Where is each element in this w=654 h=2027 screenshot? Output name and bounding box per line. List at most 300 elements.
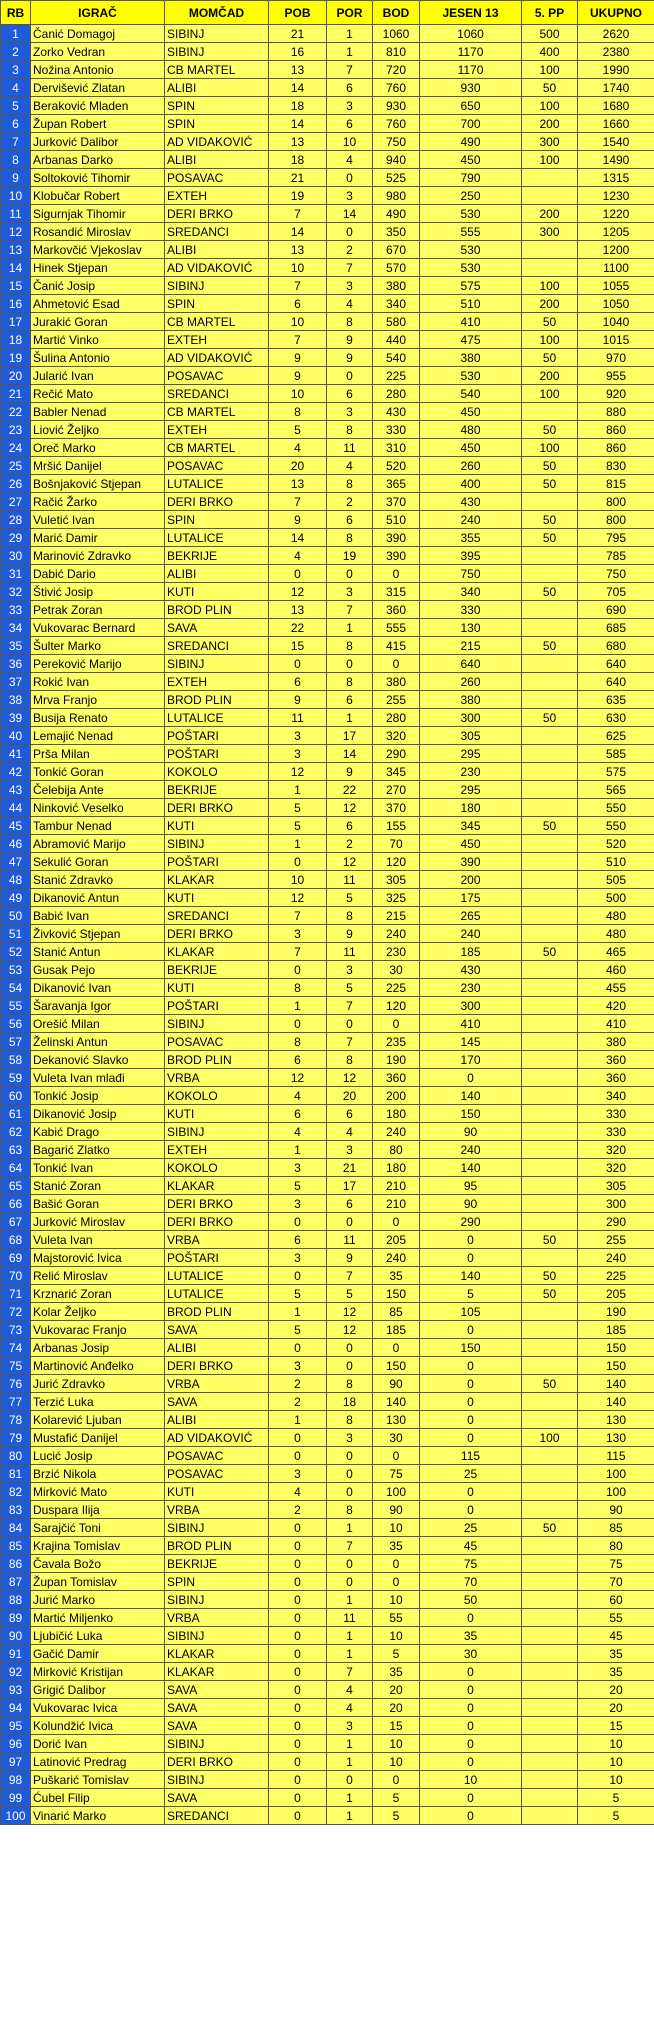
team-cell: POŠTARI xyxy=(165,853,269,871)
total-cell: 5 xyxy=(578,1807,654,1825)
wins-cell: 2 xyxy=(269,1375,327,1393)
table-row xyxy=(1,331,654,349)
total-cell: 2620 xyxy=(578,25,654,43)
table-row xyxy=(1,97,654,115)
autumn-cell: 140 xyxy=(420,1267,522,1285)
wins-cell: 0 xyxy=(269,565,327,583)
team-cell: SPIN xyxy=(165,511,269,529)
wins-cell: 0 xyxy=(269,1591,327,1609)
autumn-cell: 0 xyxy=(420,1069,522,1087)
autumn-cell: 0 xyxy=(420,1321,522,1339)
autumn-cell: 130 xyxy=(420,619,522,637)
table-row xyxy=(1,997,654,1015)
table-row xyxy=(1,817,654,835)
table-row xyxy=(1,1303,654,1321)
header-pp: 5. PP xyxy=(522,1,578,25)
table-row xyxy=(1,1177,654,1195)
points-cell: 0 xyxy=(373,655,420,673)
points-cell: 290 xyxy=(373,745,420,763)
autumn-cell: 790 xyxy=(420,169,522,187)
team-cell: SAVA xyxy=(165,619,269,637)
table-row xyxy=(1,1483,654,1501)
losses-cell: 6 xyxy=(327,79,373,97)
player-cell: Vinarić Marko xyxy=(31,1807,165,1825)
points-cell: 0 xyxy=(373,1555,420,1573)
total-cell: 20 xyxy=(578,1681,654,1699)
autumn-cell: 25 xyxy=(420,1465,522,1483)
wins-cell: 5 xyxy=(269,817,327,835)
rank-cell: 76 xyxy=(1,1375,31,1393)
table-row xyxy=(1,1771,654,1789)
table-row xyxy=(1,961,654,979)
points-cell: 155 xyxy=(373,817,420,835)
player-cell: Soltoković Tihomir xyxy=(31,169,165,187)
rank-cell: 24 xyxy=(1,439,31,457)
player-cell: Puškarić Tomislav xyxy=(31,1771,165,1789)
pp-cell xyxy=(522,1771,578,1789)
points-cell: 55 xyxy=(373,1609,420,1627)
total-cell: 785 xyxy=(578,547,654,565)
losses-cell: 3 xyxy=(327,961,373,979)
losses-cell: 0 xyxy=(327,223,373,241)
rank-cell: 87 xyxy=(1,1573,31,1591)
pp-cell xyxy=(522,907,578,925)
rank-cell: 35 xyxy=(1,637,31,655)
points-cell: 230 xyxy=(373,943,420,961)
autumn-cell: 295 xyxy=(420,781,522,799)
team-cell: KUTI xyxy=(165,1483,269,1501)
player-cell: Kolundžić Ivica xyxy=(31,1717,165,1735)
team-cell: EXTEH xyxy=(165,331,269,349)
total-cell: 410 xyxy=(578,1015,654,1033)
total-cell: 1740 xyxy=(578,79,654,97)
losses-cell: 8 xyxy=(327,313,373,331)
points-cell: 1060 xyxy=(373,25,420,43)
total-cell: 2380 xyxy=(578,43,654,61)
wins-cell: 13 xyxy=(269,475,327,493)
rank-cell: 4 xyxy=(1,79,31,97)
total-cell: 565 xyxy=(578,781,654,799)
pp-cell xyxy=(522,1573,578,1591)
wins-cell: 0 xyxy=(269,655,327,673)
wins-cell: 10 xyxy=(269,259,327,277)
autumn-cell: 340 xyxy=(420,583,522,601)
wins-cell: 13 xyxy=(269,601,327,619)
table-row xyxy=(1,1069,654,1087)
wins-cell: 0 xyxy=(269,1753,327,1771)
rank-cell: 74 xyxy=(1,1339,31,1357)
pp-cell xyxy=(522,1339,578,1357)
points-cell: 0 xyxy=(373,1015,420,1033)
player-cell: Vukovarac Bernard xyxy=(31,619,165,637)
rank-cell: 93 xyxy=(1,1681,31,1699)
table-row xyxy=(1,943,654,961)
autumn-cell: 90 xyxy=(420,1195,522,1213)
pp-cell xyxy=(522,961,578,979)
wins-cell: 9 xyxy=(269,511,327,529)
team-cell: SREDANCI xyxy=(165,223,269,241)
team-cell: LUTALICE xyxy=(165,709,269,727)
points-cell: 305 xyxy=(373,871,420,889)
player-cell: Rokić Ivan xyxy=(31,673,165,691)
autumn-cell: 0 xyxy=(420,1735,522,1753)
total-cell: 1990 xyxy=(578,61,654,79)
total-cell: 1055 xyxy=(578,277,654,295)
losses-cell: 1 xyxy=(327,1735,373,1753)
table-row xyxy=(1,871,654,889)
player-cell: Mrva Franjo xyxy=(31,691,165,709)
wins-cell: 5 xyxy=(269,799,327,817)
points-cell: 75 xyxy=(373,1465,420,1483)
table-row xyxy=(1,1249,654,1267)
total-cell: 60 xyxy=(578,1591,654,1609)
team-cell: SIBINJ xyxy=(165,1735,269,1753)
table-row xyxy=(1,187,654,205)
team-cell: KOKOLO xyxy=(165,1087,269,1105)
points-cell: 940 xyxy=(373,151,420,169)
rank-cell: 1 xyxy=(1,25,31,43)
points-cell: 255 xyxy=(373,691,420,709)
autumn-cell: 0 xyxy=(420,1663,522,1681)
team-cell: POŠTARI xyxy=(165,1249,269,1267)
losses-cell: 0 xyxy=(327,1015,373,1033)
table-row xyxy=(1,151,654,169)
losses-cell: 7 xyxy=(327,61,373,79)
team-cell: DERI BRKO xyxy=(165,205,269,223)
pp-cell: 50 xyxy=(522,529,578,547)
player-cell: Jurić Marko xyxy=(31,1591,165,1609)
pp-cell: 100 xyxy=(522,385,578,403)
rank-cell: 86 xyxy=(1,1555,31,1573)
rank-cell: 7 xyxy=(1,133,31,151)
player-cell: Dekanović Slavko xyxy=(31,1051,165,1069)
team-cell: SPIN xyxy=(165,97,269,115)
rank-cell: 50 xyxy=(1,907,31,925)
losses-cell: 8 xyxy=(327,1375,373,1393)
points-cell: 0 xyxy=(373,1573,420,1591)
team-cell: SAVA xyxy=(165,1321,269,1339)
rank-cell: 79 xyxy=(1,1429,31,1447)
pp-cell: 200 xyxy=(522,295,578,313)
table-row xyxy=(1,439,654,457)
pp-cell xyxy=(522,565,578,583)
autumn-cell: 50 xyxy=(420,1591,522,1609)
points-cell: 670 xyxy=(373,241,420,259)
table-row xyxy=(1,205,654,223)
total-cell: 35 xyxy=(578,1663,654,1681)
team-cell: CB MARTEL xyxy=(165,439,269,457)
losses-cell: 8 xyxy=(327,907,373,925)
wins-cell: 8 xyxy=(269,403,327,421)
player-cell: Dabić Dario xyxy=(31,565,165,583)
team-cell: BEKRIJE xyxy=(165,1555,269,1573)
pp-cell xyxy=(522,1681,578,1699)
wins-cell: 1 xyxy=(269,1411,327,1429)
autumn-cell: 450 xyxy=(420,403,522,421)
rank-cell: 22 xyxy=(1,403,31,421)
losses-cell: 5 xyxy=(327,1285,373,1303)
rank-cell: 84 xyxy=(1,1519,31,1537)
pp-cell: 50 xyxy=(522,637,578,655)
player-cell: Tambur Nenad xyxy=(31,817,165,835)
wins-cell: 3 xyxy=(269,1465,327,1483)
player-cell: Marinović Zdravko xyxy=(31,547,165,565)
player-cell: Petrak Zoran xyxy=(31,601,165,619)
autumn-cell: 700 xyxy=(420,115,522,133)
losses-cell: 14 xyxy=(327,205,373,223)
rank-cell: 26 xyxy=(1,475,31,493)
total-cell: 640 xyxy=(578,673,654,691)
wins-cell: 18 xyxy=(269,97,327,115)
total-cell: 680 xyxy=(578,637,654,655)
rank-cell: 41 xyxy=(1,745,31,763)
table-row xyxy=(1,1051,654,1069)
autumn-cell: 0 xyxy=(420,1609,522,1627)
points-cell: 5 xyxy=(373,1645,420,1663)
autumn-cell: 355 xyxy=(420,529,522,547)
autumn-cell: 0 xyxy=(420,1483,522,1501)
table-row xyxy=(1,1627,654,1645)
points-cell: 20 xyxy=(373,1699,420,1717)
total-cell: 10 xyxy=(578,1735,654,1753)
autumn-cell: 750 xyxy=(420,565,522,583)
points-cell: 380 xyxy=(373,673,420,691)
team-cell: SREDANCI xyxy=(165,385,269,403)
losses-cell: 3 xyxy=(327,1429,373,1447)
points-cell: 315 xyxy=(373,583,420,601)
points-cell: 90 xyxy=(373,1375,420,1393)
wins-cell: 0 xyxy=(269,1339,327,1357)
table-row xyxy=(1,1285,654,1303)
total-cell: 750 xyxy=(578,565,654,583)
autumn-cell: 930 xyxy=(420,79,522,97)
wins-cell: 0 xyxy=(269,1213,327,1231)
table-row xyxy=(1,1123,654,1141)
total-cell: 330 xyxy=(578,1105,654,1123)
total-cell: 35 xyxy=(578,1645,654,1663)
pp-cell: 200 xyxy=(522,115,578,133)
table-row xyxy=(1,1555,654,1573)
rank-cell: 88 xyxy=(1,1591,31,1609)
wins-cell: 0 xyxy=(269,1735,327,1753)
player-cell: Krajina Tomislav xyxy=(31,1537,165,1555)
rank-cell: 21 xyxy=(1,385,31,403)
points-cell: 5 xyxy=(373,1789,420,1807)
losses-cell: 8 xyxy=(327,529,373,547)
rank-cell: 40 xyxy=(1,727,31,745)
losses-cell: 6 xyxy=(327,385,373,403)
losses-cell: 1 xyxy=(327,1591,373,1609)
points-cell: 240 xyxy=(373,925,420,943)
table-row xyxy=(1,637,654,655)
wins-cell: 4 xyxy=(269,1483,327,1501)
losses-cell: 0 xyxy=(327,1357,373,1375)
autumn-cell: 115 xyxy=(420,1447,522,1465)
autumn-cell: 0 xyxy=(420,1501,522,1519)
wins-cell: 7 xyxy=(269,331,327,349)
total-cell: 705 xyxy=(578,583,654,601)
points-cell: 150 xyxy=(373,1357,420,1375)
total-cell: 480 xyxy=(578,907,654,925)
pp-cell: 50 xyxy=(522,709,578,727)
player-cell: Kolarević Ljuban xyxy=(31,1411,165,1429)
points-cell: 580 xyxy=(373,313,420,331)
player-cell: Jurić Zdravko xyxy=(31,1375,165,1393)
wins-cell: 12 xyxy=(269,763,327,781)
wins-cell: 0 xyxy=(269,853,327,871)
total-cell: 140 xyxy=(578,1393,654,1411)
wins-cell: 9 xyxy=(269,367,327,385)
total-cell: 320 xyxy=(578,1159,654,1177)
losses-cell: 6 xyxy=(327,1195,373,1213)
pp-cell: 100 xyxy=(522,1429,578,1447)
rank-cell: 2 xyxy=(1,43,31,61)
total-cell: 550 xyxy=(578,817,654,835)
total-cell: 630 xyxy=(578,709,654,727)
autumn-cell: 640 xyxy=(420,655,522,673)
player-cell: Lemajić Nenad xyxy=(31,727,165,745)
team-cell: POSAVAC xyxy=(165,1033,269,1051)
rank-cell: 28 xyxy=(1,511,31,529)
rank-cell: 32 xyxy=(1,583,31,601)
rank-cell: 45 xyxy=(1,817,31,835)
rank-cell: 25 xyxy=(1,457,31,475)
losses-cell: 14 xyxy=(327,745,373,763)
wins-cell: 5 xyxy=(269,1321,327,1339)
autumn-cell: 1170 xyxy=(420,61,522,79)
points-cell: 5 xyxy=(373,1807,420,1825)
losses-cell: 1 xyxy=(327,1789,373,1807)
losses-cell: 0 xyxy=(327,1555,373,1573)
total-cell: 1205 xyxy=(578,223,654,241)
player-cell: Lucić Josip xyxy=(31,1447,165,1465)
points-cell: 225 xyxy=(373,367,420,385)
player-cell: Sigurnjak Tihomir xyxy=(31,205,165,223)
points-cell: 360 xyxy=(373,601,420,619)
losses-cell: 12 xyxy=(327,853,373,871)
pp-cell xyxy=(522,1717,578,1735)
table-row xyxy=(1,1519,654,1537)
rank-cell: 49 xyxy=(1,889,31,907)
losses-cell: 1 xyxy=(327,619,373,637)
rank-cell: 63 xyxy=(1,1141,31,1159)
points-cell: 340 xyxy=(373,295,420,313)
player-cell: Dikanović Ivan xyxy=(31,979,165,997)
points-cell: 440 xyxy=(373,331,420,349)
table-row xyxy=(1,799,654,817)
pp-cell xyxy=(522,259,578,277)
rank-cell: 44 xyxy=(1,799,31,817)
losses-cell: 0 xyxy=(327,1213,373,1231)
player-cell: Šulina Antonio xyxy=(31,349,165,367)
pp-cell xyxy=(522,1591,578,1609)
losses-cell: 11 xyxy=(327,1231,373,1249)
points-cell: 415 xyxy=(373,637,420,655)
wins-cell: 3 xyxy=(269,1195,327,1213)
rank-cell: 8 xyxy=(1,151,31,169)
player-cell: Martić Miljenko xyxy=(31,1609,165,1627)
autumn-cell: 105 xyxy=(420,1303,522,1321)
pp-cell xyxy=(522,1753,578,1771)
points-cell: 350 xyxy=(373,223,420,241)
total-cell: 550 xyxy=(578,799,654,817)
player-cell: Račić Žarko xyxy=(31,493,165,511)
autumn-cell: 0 xyxy=(420,1753,522,1771)
pp-cell xyxy=(522,1699,578,1717)
losses-cell: 9 xyxy=(327,925,373,943)
player-cell: Štivić Josip xyxy=(31,583,165,601)
team-cell: KUTI xyxy=(165,817,269,835)
pp-cell xyxy=(522,781,578,799)
wins-cell: 6 xyxy=(269,1231,327,1249)
points-cell: 540 xyxy=(373,349,420,367)
losses-cell: 4 xyxy=(327,457,373,475)
player-cell: Liović Željko xyxy=(31,421,165,439)
wins-cell: 0 xyxy=(269,1015,327,1033)
player-cell: Stanić Antun xyxy=(31,943,165,961)
rank-cell: 13 xyxy=(1,241,31,259)
total-cell: 240 xyxy=(578,1249,654,1267)
points-cell: 120 xyxy=(373,997,420,1015)
player-cell: Grigić Dalibor xyxy=(31,1681,165,1699)
player-cell: Mirković Kristijan xyxy=(31,1663,165,1681)
total-cell: 10 xyxy=(578,1753,654,1771)
autumn-cell: 0 xyxy=(420,1249,522,1267)
team-cell: CB MARTEL xyxy=(165,313,269,331)
points-cell: 180 xyxy=(373,1159,420,1177)
team-cell: ALIBI xyxy=(165,151,269,169)
total-cell: 500 xyxy=(578,889,654,907)
rank-cell: 56 xyxy=(1,1015,31,1033)
player-cell: Orešić Milan xyxy=(31,1015,165,1033)
table-row xyxy=(1,691,654,709)
player-cell: Arbanas Darko xyxy=(31,151,165,169)
wins-cell: 1 xyxy=(269,997,327,1015)
losses-cell: 11 xyxy=(327,439,373,457)
table-row xyxy=(1,601,654,619)
pp-cell xyxy=(522,1069,578,1087)
wins-cell: 8 xyxy=(269,979,327,997)
losses-cell: 9 xyxy=(327,1249,373,1267)
points-cell: 380 xyxy=(373,277,420,295)
team-cell: LUTALICE xyxy=(165,475,269,493)
wins-cell: 4 xyxy=(269,1123,327,1141)
player-cell: Čanić Josip xyxy=(31,277,165,295)
pp-cell xyxy=(522,187,578,205)
player-cell: Ljubičić Luka xyxy=(31,1627,165,1645)
table-row xyxy=(1,1375,654,1393)
points-cell: 390 xyxy=(373,529,420,547)
losses-cell: 7 xyxy=(327,1537,373,1555)
autumn-cell: 530 xyxy=(420,367,522,385)
total-cell: 830 xyxy=(578,457,654,475)
total-cell: 505 xyxy=(578,871,654,889)
pp-cell xyxy=(522,1303,578,1321)
losses-cell: 8 xyxy=(327,1051,373,1069)
table-row xyxy=(1,1357,654,1375)
pp-cell xyxy=(522,763,578,781)
total-cell: 360 xyxy=(578,1051,654,1069)
team-cell: DERI BRKO xyxy=(165,1195,269,1213)
player-cell: Čelebija Ante xyxy=(31,781,165,799)
pp-cell xyxy=(522,1609,578,1627)
autumn-cell: 180 xyxy=(420,799,522,817)
autumn-cell: 0 xyxy=(420,1375,522,1393)
team-cell: SIBINJ xyxy=(165,1015,269,1033)
points-cell: 310 xyxy=(373,439,420,457)
autumn-cell: 555 xyxy=(420,223,522,241)
team-cell: SAVA xyxy=(165,1393,269,1411)
